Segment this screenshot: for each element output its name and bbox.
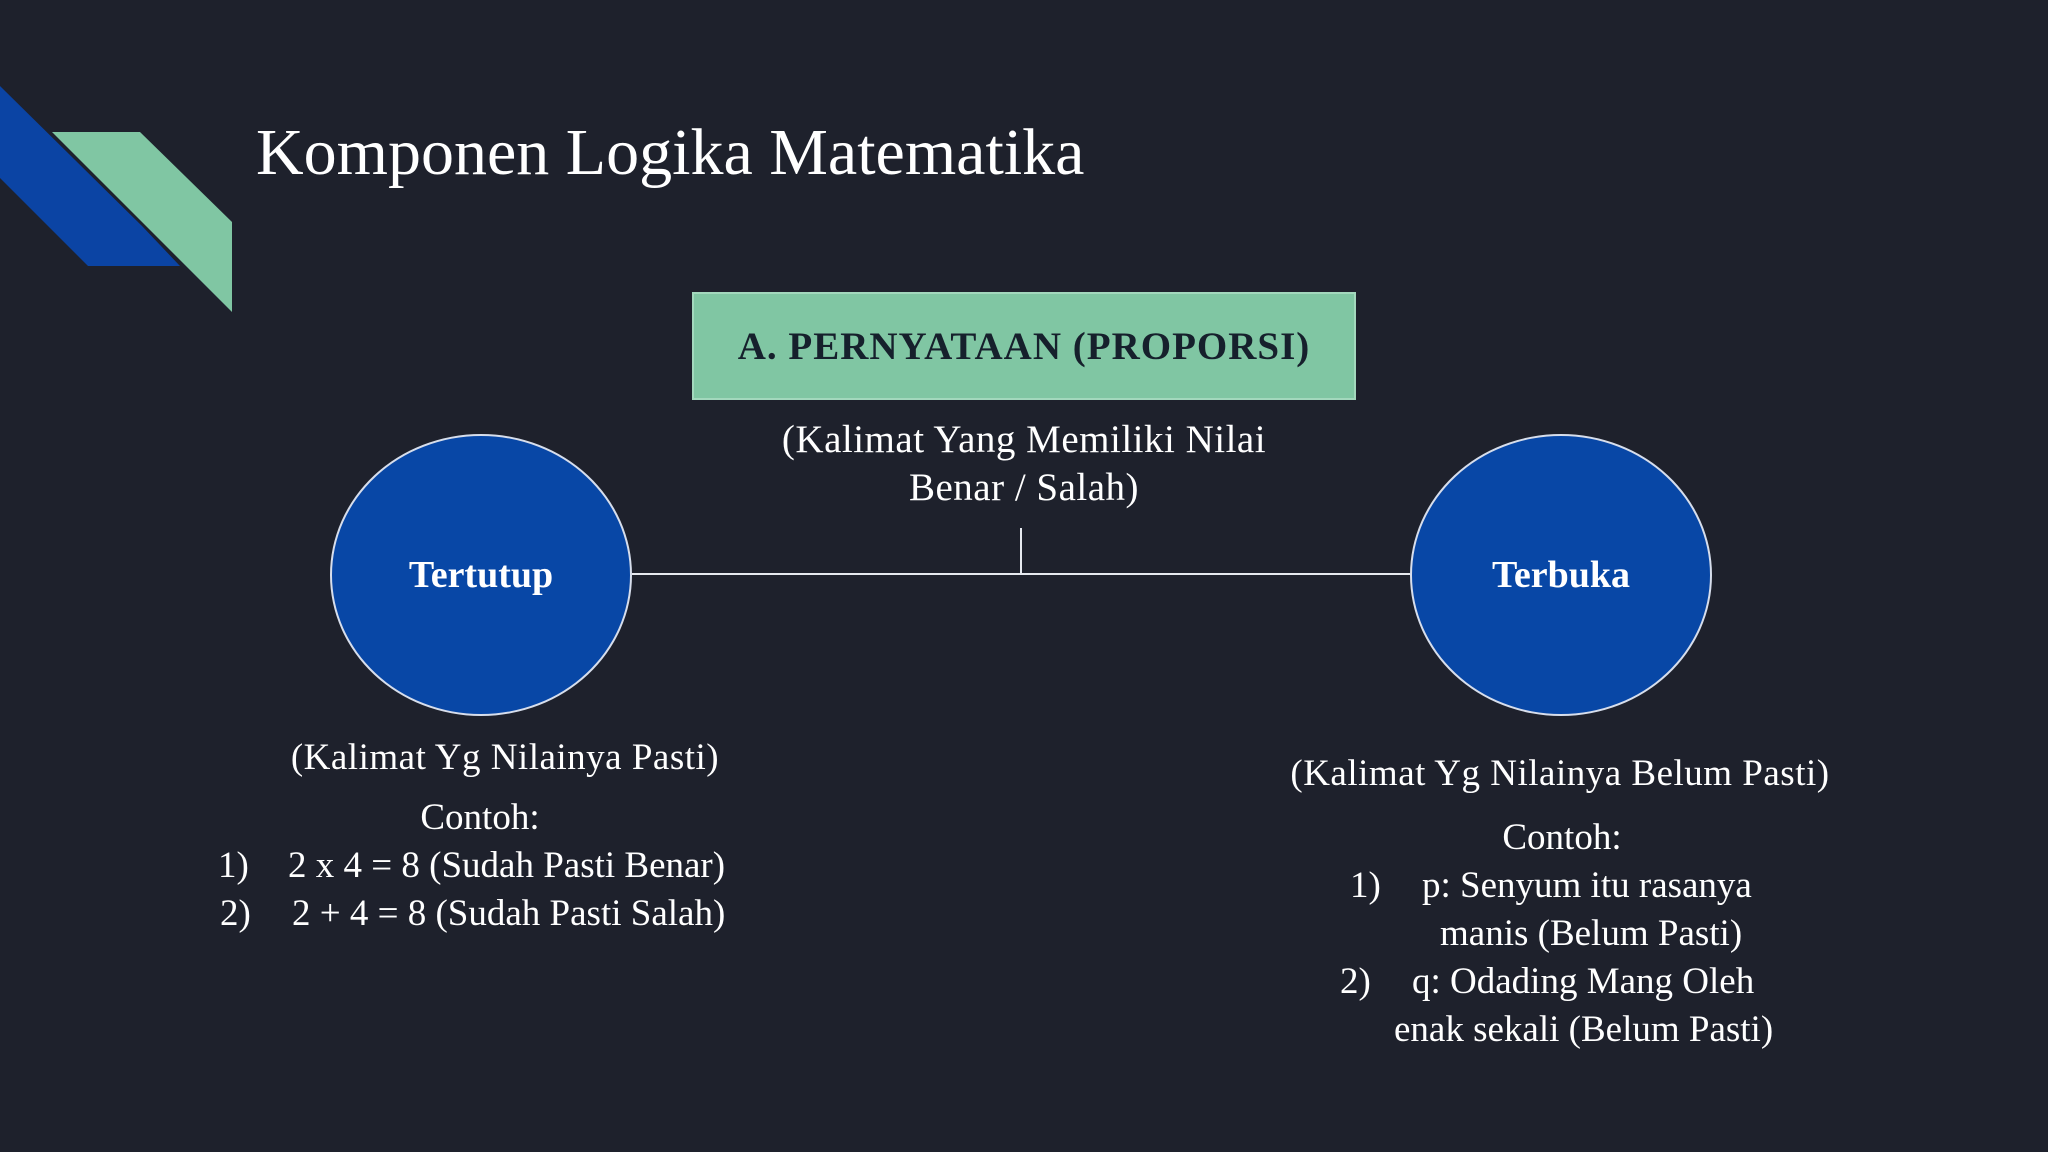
- open-statement-description: (Kalimat Yg Nilainya Belum Pasti): [1290, 753, 1830, 794]
- open-example-1-number: 1): [1350, 865, 1381, 906]
- closed-statement-description: (Kalimat Yg Nilainya Pasti): [290, 737, 720, 778]
- open-examples-heading: Contoh:: [1502, 817, 1622, 858]
- closed-example-1-number: 1): [218, 845, 249, 886]
- closed-example-2-number: 2): [220, 893, 251, 934]
- closed-statement-node: [330, 434, 632, 716]
- open-example-1-line-2: manis (Belum Pasti): [1440, 913, 1743, 954]
- open-example-2-line-2: enak sekali (Belum Pasti): [1394, 1009, 1774, 1050]
- statement-subtitle-line-2: Benar / Salah): [908, 466, 1140, 509]
- open-statement-label: Terbuka: [1492, 554, 1630, 596]
- open-example-2-number: 2): [1340, 961, 1371, 1002]
- closed-example-2-text: 2 + 4 = 8 (Sudah Pasti Salah): [292, 893, 726, 934]
- slide-title: Komponen Logika Matematika: [256, 116, 1085, 189]
- statement-subtitle-line-1: (Kalimat Yang Memiliki Nilai: [781, 418, 1267, 461]
- closed-examples-heading: Contoh:: [420, 797, 540, 838]
- open-statement-node: [1410, 434, 1712, 716]
- closed-statement-label: Tertutup: [408, 554, 554, 596]
- open-example-2-line-1: q: Odading Mang Oleh: [1412, 961, 1755, 1002]
- open-example-1-line-1: p: Senyum itu rasanya: [1422, 865, 1752, 906]
- statement-header-label: A. PERNYATAAN (PROPORSI): [737, 324, 1311, 368]
- closed-example-1-text: 2 x 4 = 8 (Sudah Pasti Benar): [288, 845, 726, 886]
